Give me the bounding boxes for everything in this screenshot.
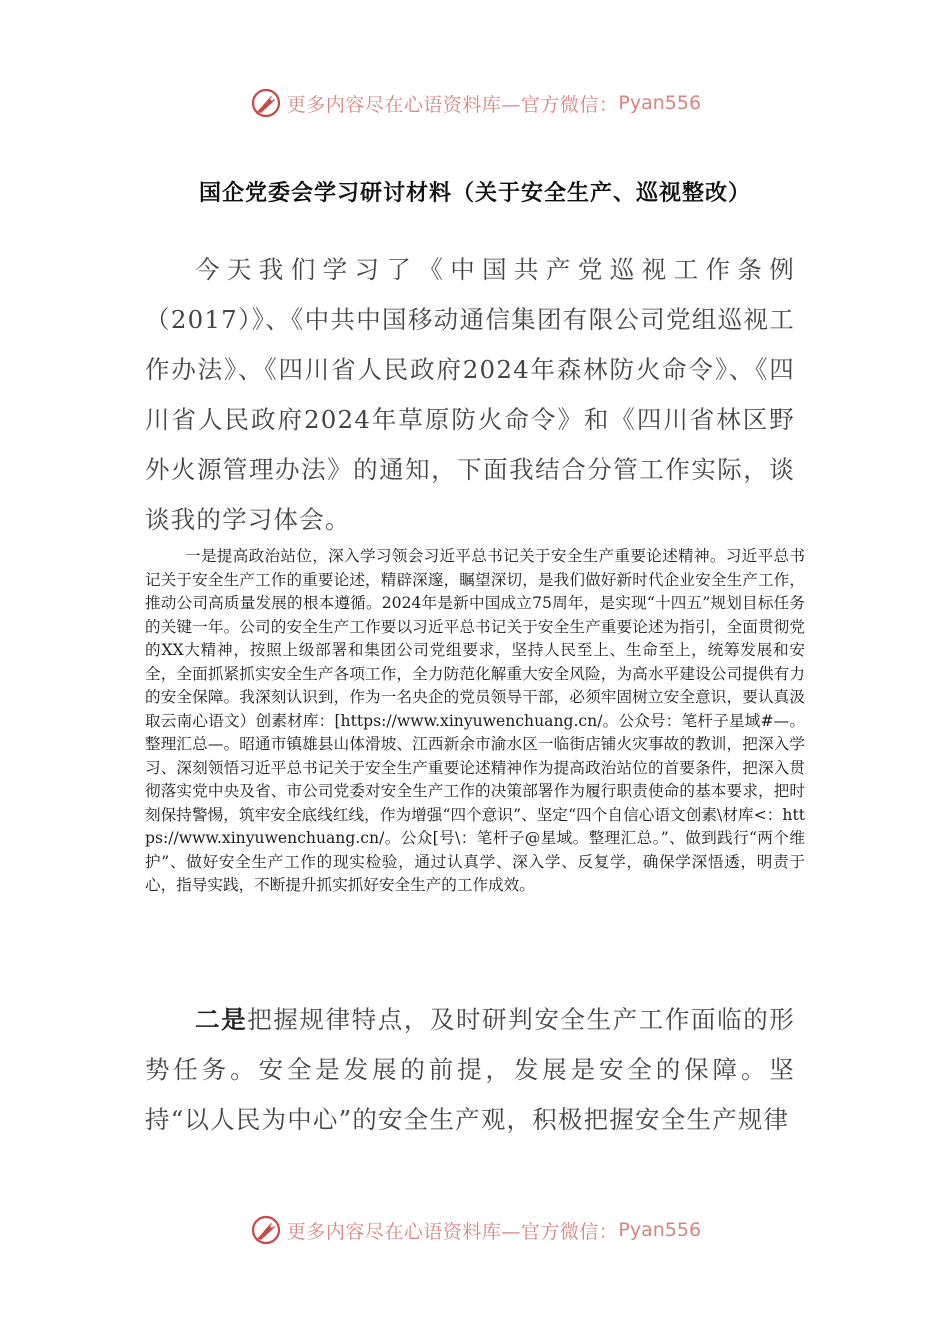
document-title: 国企党委会学习研讨材料（关于安全生产、巡视整改） [198,181,751,206]
watermark-banner-bottom [0,1210,950,1250]
section-two-paragraph [145,995,795,1145]
intro-paragraph: 今天我们学习了《中国共产党巡视工作条例（2017）》、《中共中国移动通信集团有限公司党组巡视工作办法》、《四川省人民政府2024年森林防火命令》、《四川省人民政府2024年草原防火命令》和《四川省林区野外火源管理办法》的通知，下面我结合分管工作实际，谈谈我的学习体会。 [145,255,795,534]
pen-nib-logo-icon [249,1213,283,1247]
section-two-lead: 二是 [195,1005,248,1034]
watermark-text: 更多内容尽在心语资料库—官方微信： [286,1220,619,1243]
watermark-wechat-id: Pyan556 [618,1219,702,1241]
watermark-wechat-id: Pyan556 [618,92,702,114]
pen-nib-logo-icon [249,86,283,120]
watermark-text: 更多内容尽在心语资料库—官方微信： [286,93,619,116]
section-one-paragraph: 一是提高政治站位，深入学习领会习近平总书记关于安全生产重要论述精神。习近平总书记关于安全生产工作的重要论述，精辟深邃，瞩望深切，是我们做好新时代企业安全生产工作，推动公司高质量发展的根本遵循。2024年是新中国成立75周年，是实现“十四五”规划目标任务的关键一年。公司的安全生产工作要以习近平总书记关于安全生产重要论述为指引，全面贯彻党的XX大精神，按照上级部署和集团公司党组要求，坚持人民至上、生命至上，统筹发展和安全，全面抓紧抓实安全生产各项工作，全力防范化解重大安全风险，为高水平建设公司提供有力的安全保障。我深刻认识到，作为一名央企的党员领导干部，必须牢固树立安全意识，要认真汲取云南心语文）创素材库：[https://www.xinyuwenchuang.cn/。公众号：笔杆子星域#—。整理汇总—。昭通市镇雄县山体滑坡、江西新余市渝水区一临街店铺火灾事故的教训，把深入学习、深刻领悟习近平总书记关于安全生产重要论述精神作为提高政治站位的首要条件，把深入贯彻落实党中央及省、市公司党委对安全生产工作的决策部署作为履行职责使命的基本要求，把时刻保持警惕，筑牢安全底线红线，作为增强“四个意识”、坚定“四个自信心语文创素\材库<：https://www.xinyuwenchuang.cn/。公众[号\：笔杆子@星域。整理汇总。”、做到践行“两个维护”、做好安全生产工作的现实检验，通过认真学、深入学、反复学，确保学深悟透，明责于心，指导实践，不断提升抓实抓好安全生产的工作成效。 [145,547,805,894]
section-two-text: 把握规律特点，及时研判安全生产工作面临的形势任务。安全是发展的前提，发展是安全的保障。坚持“以人民为中心”的安全生产观，积极把握安全生产规律 [145,1005,795,1134]
watermark-banner-top [0,83,950,123]
